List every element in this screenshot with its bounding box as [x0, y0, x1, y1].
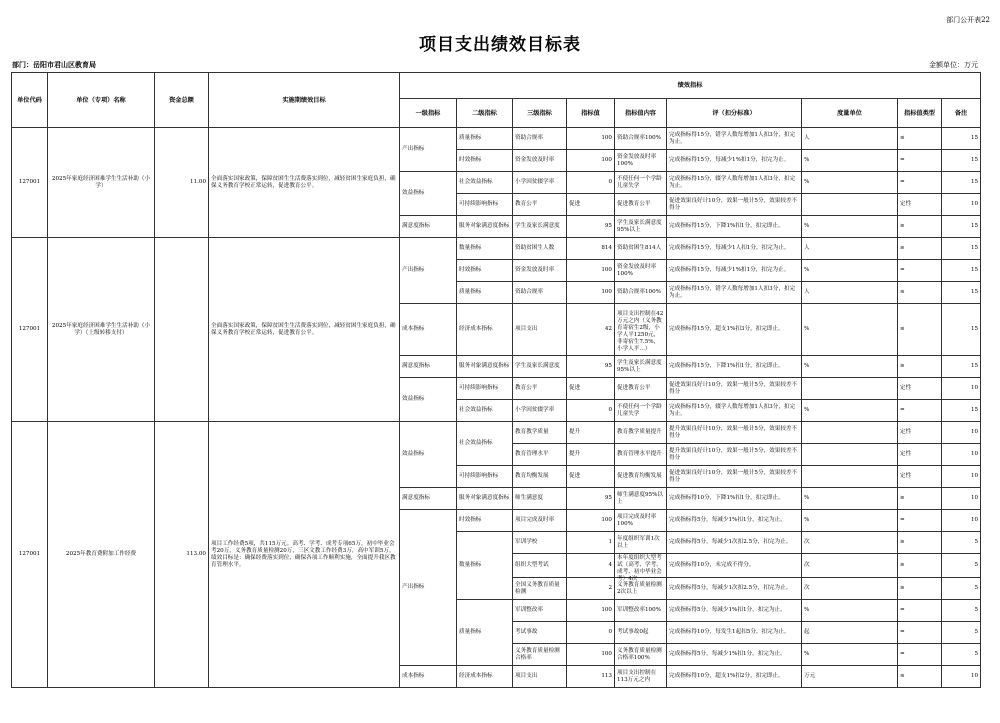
content-text: 资助贫困生814人 [617, 245, 662, 251]
content-text: 促进教育公平 [617, 385, 651, 391]
criteria-cell: 完成指标得15分，每减少1%扣1分，扣完为止。 [667, 150, 802, 172]
content-text: 学生及家长满意度95%以上 [617, 359, 662, 373]
content-cell [615, 400, 667, 422]
value-cell: 100 [567, 128, 615, 150]
level2-cell: 可持续影响指标 [457, 466, 513, 488]
content-cell [615, 304, 667, 356]
content-text: 项目支出控制在42万元之内（义务教育寄宿生2级，小学人平1250元，非寄宿生7.5%，小学人平…） [617, 310, 664, 352]
table-body [12, 128, 981, 688]
level1-cell: 满意度指标 [400, 216, 457, 238]
amount-cell: 113.00 [155, 422, 209, 688]
content-cell [615, 466, 667, 488]
value-type-cell: ≥ [898, 578, 942, 600]
value-cell: 814 [567, 238, 615, 260]
content-text: 不使任何一个学龄儿童失学 [617, 175, 662, 189]
content-cell [615, 260, 667, 282]
criteria-cell: 促进效果良好计10分，效果一般计5分，效果较差不得分 [667, 378, 802, 400]
criteria-cell: 提升效果良好计10分，效果一般计5分，效果较差不得分 [667, 422, 802, 444]
header-perf: 绩效指标 [400, 73, 981, 99]
level2-cell: 数量指标 [457, 238, 513, 260]
level1-cell: 成本指标 [400, 304, 457, 356]
content-cell [615, 488, 667, 510]
table-row [12, 128, 981, 150]
level2-cell: 经济成本指标 [457, 304, 513, 356]
target-cell: 全面落实国家政策，保障贫困生生活费落实到位，减轻贫困生家庭负担，确保义务教育学校正常运转，促进教育公平。 [209, 238, 400, 422]
value-type-cell: ≥ [898, 554, 942, 578]
level1-cell: 效益指标 [400, 172, 457, 216]
page-note: 部门公开表22 [946, 16, 990, 24]
value-type-cell: 定性 [898, 444, 942, 466]
table-row [12, 422, 981, 444]
criteria-cell: 完成指标得15分，下降1%扣1分，扣完即止。 [667, 216, 802, 238]
remark-cell: 10 [942, 466, 981, 488]
criteria-cell: 完成指标得5分，每减少1%扣1分，扣完为止。 [667, 600, 802, 622]
level1-cell: 产出指标 [400, 128, 457, 172]
content-cell [615, 600, 667, 622]
remark-cell: 5 [942, 554, 981, 578]
measure-cell: % [802, 172, 898, 194]
measure-cell: 人 [802, 128, 898, 150]
criteria-cell: 完成指标得15分，每减少1人扣1分，扣完为止。 [667, 238, 802, 260]
level1-cell: 成本指标 [400, 666, 457, 688]
content-cell [615, 510, 667, 532]
content-cell [615, 378, 667, 400]
unit-code-cell: 127001 [12, 128, 48, 238]
criteria-cell: 完成指标得15分，下降1%扣1分，扣完即止。 [667, 356, 802, 378]
value-cell: 促进 [567, 466, 615, 488]
value-type-cell: ≥ [898, 216, 942, 238]
criteria-cell: 促进效果良好计10分，效果一般计5分，效果较差不得分 [667, 466, 802, 488]
content-cell [615, 172, 667, 194]
criteria-cell: 完成指标得15分，错学人数每增加1人扣3分，扣完为止。 [667, 128, 802, 150]
level1-cell: 产出指标 [400, 510, 457, 666]
value-type-cell: 定性 [898, 422, 942, 444]
value-cell: 促进 [567, 194, 615, 216]
level3-cell: 资金发放及时率 [513, 150, 567, 172]
level2-cell: 服务对象满意度指标 [457, 216, 513, 238]
level2-cell: 时效指标 [457, 260, 513, 282]
level3-cell: 全国义务教育质量检测 [513, 578, 567, 600]
measure-cell: % [802, 510, 898, 532]
measure-cell: % [802, 304, 898, 356]
remark-cell: 10 [942, 422, 981, 444]
value-type-cell: 定性 [898, 194, 942, 216]
measure-cell: 次 [802, 578, 898, 600]
level3-cell: 义务教育质量检测合格率 [513, 644, 567, 666]
value-cell: 1 [567, 532, 615, 554]
value-type-cell: = [898, 400, 942, 422]
remark-cell: 5 [942, 600, 981, 622]
content-text: 师生满意度95%以上 [617, 491, 663, 505]
criteria-cell: 完成指标得10分，超支1%扣2分，扣完即止。 [667, 666, 802, 688]
content-text: 本年度组织大型考试（高考、学考、成考、初中毕业会考）4次 [617, 555, 662, 582]
header-name: 单位（专项）名称 [48, 73, 155, 128]
amount-cell [155, 238, 209, 422]
measure-cell: % [802, 644, 898, 666]
measure-cell: % [802, 150, 898, 172]
level2-cell: 社会效益指标 [457, 400, 513, 422]
content-cell [615, 216, 667, 238]
level1-cell: 产出指标 [400, 238, 457, 304]
unit-code-cell: 127001 [12, 238, 48, 422]
amount-cell: 11.00 [155, 128, 209, 238]
level2-cell: 时效指标 [457, 510, 513, 532]
value-cell: 100 [567, 600, 615, 622]
level2-cell: 质量指标 [457, 128, 513, 150]
remark-cell: 15 [942, 282, 981, 304]
remark-cell: 15 [942, 260, 981, 282]
level2-cell: 质量指标 [457, 600, 513, 666]
measure-cell: 万元 [802, 666, 898, 688]
level2-cell: 可持续影响指标 [457, 378, 513, 400]
remark-cell: 5 [942, 644, 981, 666]
level3-cell: 师生满意度 [513, 488, 567, 510]
target-cell: 全面落实国家政策，保障贫困生生活费落实到位，减轻贫困生家庭负担，确保义务教育学校正常运转，促进教育公平。 [209, 128, 400, 238]
criteria-cell: 完成指标得10分，每发生1起扣5分，扣完为止。 [667, 622, 802, 644]
header-code: 单位代码 [12, 73, 48, 128]
header-amount: 资金总额 [155, 73, 209, 128]
content-text: 资助合规率100% [617, 289, 661, 295]
header-criteria: 评（扣分标准） [667, 99, 802, 128]
measure-cell: % [802, 488, 898, 510]
remark-cell: 10 [942, 666, 981, 688]
level2-cell: 服务对象满意度指标 [457, 356, 513, 378]
level3-cell: 军训学校 [513, 532, 567, 554]
content-cell [615, 128, 667, 150]
remark-cell: 10 [942, 444, 981, 466]
target-cell: 项目工作经费5项，共115万元。高考、学考、成考专项65万，初中毕业会考20万，义务教育质量检测20万，三区文教工作经费3万，高中军训5万。绩效目标是：确保经费落实到位，确保各项工作顺利实施，全面提升我区教育管理水平。 [209, 422, 400, 688]
level2-cell: 数量指标 [457, 532, 513, 600]
content-text: 项目支出控制在113万元之内 [617, 669, 657, 683]
value-cell: 100 [567, 150, 615, 172]
remark-cell: 10 [942, 510, 981, 532]
value-cell: 100 [567, 260, 615, 282]
value-type-cell: ≥ [898, 238, 942, 260]
remark-cell: 5 [942, 622, 981, 644]
value-type-cell: = [898, 622, 942, 644]
criteria-cell: 完成指标得15分，辍学人数每增加1人扣3分，扣完为止。 [667, 172, 802, 194]
value-type-cell: ≥ [898, 356, 942, 378]
value-type-cell: ≤ [898, 666, 942, 688]
level3-cell: 资助贫困生人数 [513, 238, 567, 260]
criteria-cell: 完成指标得5分，每减少1%扣1分，扣完为止。 [667, 644, 802, 666]
level3-cell: 项目支出 [513, 666, 567, 688]
value-type-cell: = [898, 644, 942, 666]
level3-cell: 组织大型考试 [513, 554, 567, 578]
value-cell: 提升 [567, 422, 615, 444]
level3-cell: 教育教学质量 [513, 422, 567, 444]
criteria-cell: 完成指标得15分，辍学人数每增加1人扣3分，扣完为止。 [667, 400, 802, 422]
value-cell: 4 [567, 554, 615, 578]
content-cell [615, 622, 667, 644]
level1-cell: 效益指标 [400, 422, 457, 488]
content-cell [615, 554, 667, 582]
content-cell [615, 238, 667, 260]
level2-cell: 可持续影响指标 [457, 194, 513, 216]
content-cell [615, 444, 667, 466]
measure-cell [802, 194, 898, 216]
value-cell: 100 [567, 510, 615, 532]
level3-cell: 资助合规率 [513, 128, 567, 150]
level2-cell: 质量指标 [457, 282, 513, 304]
content-cell [615, 356, 667, 378]
remark-cell: 15 [942, 150, 981, 172]
level3-cell: 资金发放及时率 [513, 260, 567, 282]
unit-code-cell: 127001 [12, 422, 48, 688]
criteria-cell: 促进效果良好计10分，效果一般计5分，效果较差不得分 [667, 194, 802, 216]
measure-cell [802, 466, 898, 488]
value-type-cell: = [898, 172, 942, 194]
value-cell: 95 [567, 216, 615, 238]
content-text: 年度组织军训1次以上 [617, 535, 660, 549]
value-type-cell: ≤ [898, 304, 942, 356]
unit-name-cell: 2025年教育费附加工作经费 [48, 422, 155, 688]
level3-cell: 项目完成及时率 [513, 510, 567, 532]
content-text: 考试事故0起 [617, 629, 649, 635]
measure-cell [802, 444, 898, 466]
remark-cell: 10 [942, 488, 981, 510]
remark-cell: 10 [942, 194, 981, 216]
value-cell: 0 [567, 400, 615, 422]
content-cell [615, 150, 667, 172]
content-text: 不使任何一个学龄儿童失学 [617, 403, 662, 417]
level3-cell: 教育公平 [513, 194, 567, 216]
content-text: 资金发放及时率100% [617, 153, 657, 167]
value-cell: 100 [567, 644, 615, 666]
level3-cell: 学生及家长满意度 [513, 216, 567, 238]
criteria-cell: 完成指标得5分，每减少1次扣2.5分，扣完为止。 [667, 532, 802, 554]
measure-cell: 起 [802, 622, 898, 644]
content-text: 教育管理水平提升 [617, 451, 662, 457]
value-cell: 2 [567, 578, 615, 600]
value-cell: 113 [567, 666, 615, 688]
content-cell [615, 532, 667, 554]
page-title: 项目支出绩效目标表 [419, 35, 581, 55]
level2-cell: 社会效益指标 [457, 422, 513, 466]
measure-cell: % [802, 600, 898, 622]
remark-cell: 15 [942, 216, 981, 238]
level3-cell: 教育管理水平 [513, 444, 567, 466]
header-val: 指标值 [567, 99, 615, 128]
level2-cell: 服务对象满意度指标 [457, 488, 513, 510]
value-type-cell: 定性 [898, 466, 942, 488]
criteria-cell: 完成指标得10分，未完成不得分。 [667, 554, 802, 578]
content-text: 学生及家长满意度95%以上 [617, 219, 662, 233]
remark-cell: 5 [942, 578, 981, 600]
criteria-cell: 完成指标得10分，下降1%扣1分，扣完即止。 [667, 488, 802, 510]
measure-cell [802, 378, 898, 400]
level1-cell: 满意度指标 [400, 488, 457, 510]
remark-cell: 5 [942, 532, 981, 554]
value-type-cell: 定性 [898, 378, 942, 400]
measure-cell: 次 [802, 554, 898, 578]
remark-cell: 15 [942, 304, 981, 356]
header-content: 指标值内容 [615, 99, 667, 128]
remark-cell: 15 [942, 356, 981, 378]
value-type-cell: ≤ [898, 282, 942, 304]
unit-name-cell: 2025年家庭经济困难学生生活补助（小学）（上级转移支付） [48, 238, 155, 422]
performance-table [11, 72, 981, 688]
unit-name-cell: 2025年家庭经济困难学生生活补助（小学） [48, 128, 155, 238]
value-type-cell: ≥ [898, 488, 942, 510]
measure-cell: % [802, 356, 898, 378]
content-cell [615, 422, 667, 444]
remark-cell: 15 [942, 238, 981, 260]
content-text: 资助合规率100% [617, 135, 661, 141]
content-cell [615, 194, 667, 216]
header-l1: 一级指标 [400, 99, 457, 128]
measure-cell: 人 [802, 282, 898, 304]
level3-cell: 教育均衡发展 [513, 466, 567, 488]
criteria-cell: 完成指标得15分，超支1%扣3分，扣完即止。 [667, 304, 802, 356]
level2-cell: 经济成本指标 [457, 666, 513, 688]
level3-cell: 教育公平 [513, 378, 567, 400]
level3-cell: 考试事故 [513, 622, 567, 644]
measure-cell: % [802, 260, 898, 282]
criteria-cell: 完成指标得15分，错学人数每增加1人扣3分，扣完为止。 [667, 282, 802, 304]
header-l3: 三级指标 [513, 99, 567, 128]
level3-cell: 资助合规率 [513, 282, 567, 304]
measure-cell: 次 [802, 532, 898, 554]
value-cell: 42 [567, 304, 615, 356]
value-cell: 提升 [567, 444, 615, 466]
level1-cell: 效益指标 [400, 378, 457, 422]
value-cell: 0 [567, 172, 615, 194]
content-cell [615, 666, 667, 688]
level2-cell: 时效指标 [457, 150, 513, 172]
level1-cell: 满意度指标 [400, 356, 457, 378]
content-text: 教育教学质量提升 [617, 429, 662, 435]
content-text: 促进教育均衡发展 [617, 473, 662, 479]
measure-cell: 人 [802, 238, 898, 260]
value-type-cell: = [898, 260, 942, 282]
criteria-cell: 完成指标得5分，每减少1次扣2.5分，扣完为止。 [667, 578, 802, 600]
value-cell: 促进 [567, 378, 615, 400]
value-type-cell: = [898, 600, 942, 622]
content-text: 军训整改率100% [617, 607, 661, 613]
header-vtype: 指标值类型 [898, 99, 942, 128]
level3-cell: 学生及家长满意度 [513, 356, 567, 378]
table-row [12, 238, 981, 260]
value-cell: 0 [567, 622, 615, 644]
level3-cell: 项目支出 [513, 304, 567, 356]
measure-cell [802, 422, 898, 444]
level3-cell: 小学因贫辍学率 [513, 400, 567, 422]
measure-cell: % [802, 216, 898, 238]
criteria-cell: 提升效果良好计10分，效果一般计5分，效果较差不得分 [667, 444, 802, 466]
department-label: 部门：岳阳市君山区教育局 [12, 60, 96, 69]
value-type-cell: ≤ [898, 128, 942, 150]
content-text: 项目完成及时率100% [617, 513, 657, 527]
criteria-cell: 完成指标得15分，每减少1%扣1分，扣完为止。 [667, 260, 802, 282]
content-text: 义务教育质量检测2次以上 [617, 581, 662, 595]
value-cell: 100 [567, 282, 615, 304]
remark-cell: 15 [942, 128, 981, 150]
header-l2: 二级指标 [457, 99, 513, 128]
criteria-cell: 完成指标得5分，每减少1%扣1分，扣完为止。 [667, 510, 802, 532]
remark-cell: 15 [942, 400, 981, 422]
value-cell: 95 [567, 356, 615, 378]
value-type-cell: = [898, 150, 942, 172]
value-type-cell: = [898, 510, 942, 532]
measure-cell: % [802, 400, 898, 422]
content-text: 资金发放及时率100% [617, 263, 657, 277]
content-text: 义务教育质量检测合格率100% [617, 647, 662, 661]
header-target: 实施期绩效目标 [209, 73, 400, 128]
content-text: 促进教育公平 [617, 201, 651, 207]
remark-cell: 10 [942, 378, 981, 400]
content-cell [615, 644, 667, 666]
amount-unit-label: 金额单位：万元 [929, 61, 978, 69]
value-type-cell: ≥ [898, 532, 942, 554]
content-cell [615, 282, 667, 304]
level2-cell: 社会效益指标 [457, 172, 513, 194]
level3-cell: 小学因贫辍学率 [513, 172, 567, 194]
remark-cell: 15 [942, 172, 981, 194]
value-cell: 95 [567, 488, 615, 510]
header-remark: 备注 [942, 99, 981, 128]
header-measure: 度量单位 [802, 99, 898, 128]
level3-cell: 军训整改率 [513, 600, 567, 622]
